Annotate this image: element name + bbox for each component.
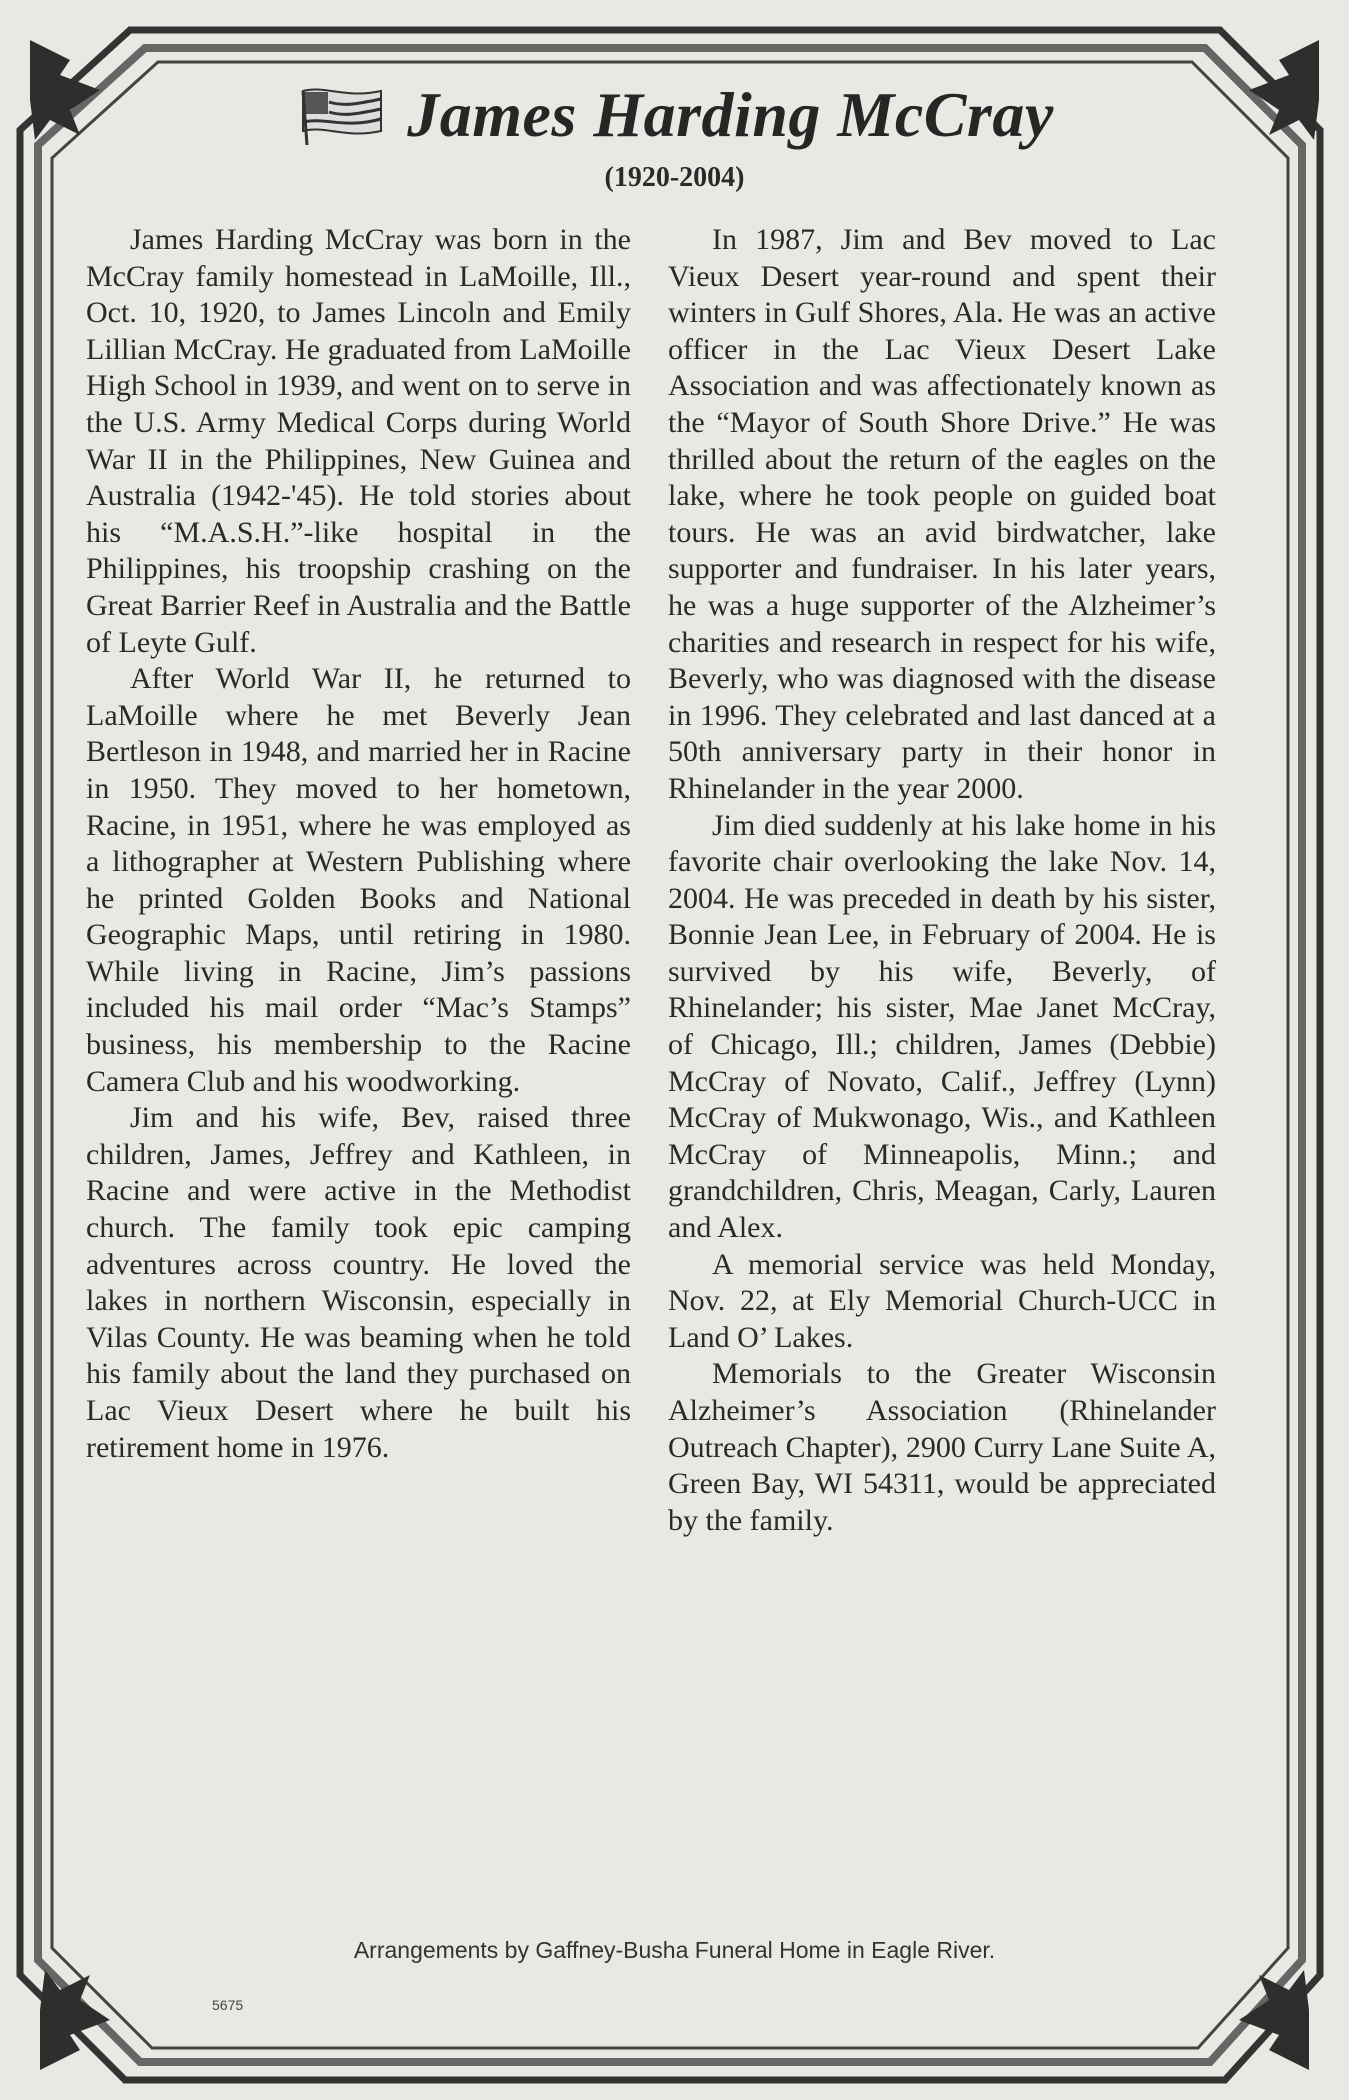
paragraph: James Harding McCray was born in the McCray family homestead in LaMoille, Ill., Oct. 10, 1920, to James Lincoln and Emily Lillian McCray. He graduated from LaMoille High School in 1939, and went on to serve in the U.S. Army Medical Corps during World War II in the Philippines, New Guinea and Australia (1942-'45). He told stories about his “M.A.S.H.”-like hospital in the Philippines, his troopship crashing on the Great Barrier Reef in Australia and the Battle of Leyte Gulf. bbox=[86, 223, 631, 659]
life-dates: (1920-2004) bbox=[604, 162, 745, 193]
paragraph: After World War II, he returned to LaMoille where he met Beverly Jean Bertleson in 1948, and married her in Racine in 1950. They moved to her hometown, Racine, in 1951, where he was employed as a lithographer at Western Publishing where he printed Golden Books and National Geographic Maps, until retiring in 1980. While living in Racine, Jim’s passions included his mail order “Mac’s Stamps” business, his membership to the Racine Camera Club and his woodworking. bbox=[86, 662, 631, 1098]
arrangements-note: Arrangements by Gaffney-Busha Funeral Home in Eagle River. bbox=[353, 1937, 996, 1963]
deceased-name: James Harding McCray bbox=[407, 79, 1054, 150]
american-flag-icon bbox=[295, 85, 385, 145]
ad-code: 5675 bbox=[212, 1997, 244, 2013]
paragraph: A memorial service was held Monday, Nov. 22, at Ely Memorial Church-UCC in Land O’ Lakes. bbox=[668, 1247, 1216, 1354]
paragraph: Memorials to the Greater Wisconsin Alzheimer’s Association (Rhinelander Outreach Chapter), 2900 Curry Lane Suite A, Green Bay, WI 54311, would be appreciated by the family. bbox=[668, 1357, 1216, 1537]
left-column bbox=[86, 222, 631, 1466]
right-column bbox=[668, 222, 1216, 1539]
obituary-header bbox=[0, 78, 1349, 152]
paragraph: In 1987, Jim and Bev moved to Lac Vieux Desert year-round and spent their winters in Gulf Shores, Ala. He was an active officer in the Lac Vieux Desert Lake Association and was affectionately known as the “Mayor of South Shore Drive.” He was thrilled about the return of the eagles on the lake, where he took people on guided boat tours. He was an avid birdwatcher, lake supporter and fundraiser. In his later years, he was a huge supporter of the Alzheimer’s charities and research in respect for his wife, Beverly, who was diagnosed with the disease in 1996. They celebrated and last danced at a 50th anniversary party in their honor in Rhinelander in the year 2000. bbox=[668, 223, 1216, 805]
paragraph: Jim died suddenly at his lake home in his favorite chair overlooking the lake Nov. 14, 2004. He was preceded in death by his sister, Bonnie Jean Lee, in February of 2004. He is survived by his wife, Beverly, of Rhinelander; his sister, Mae Janet McCray, of Chicago, Ill.; children, James (Debbie) McCray of Novato, Calif., Jeffrey (Lynn) McCray of Mukwonago, Wis., and Kathleen McCray of Minneapolis, Minn.; and grandchildren, Chris, Meagan, Carly, Lauren and Alex. bbox=[668, 808, 1216, 1245]
paragraph: Jim and his wife, Bev, raised three children, James, Jeffrey and Kathleen, in Racine and were active in the Methodist church. The family took epic camping adventures across country. He loved the lakes in northern Wisconsin, especially in Vilas County. He was beaming when he told his family about the land they purchased on Lac Vieux Desert where he built his retirement home in 1976. bbox=[86, 1101, 631, 1464]
